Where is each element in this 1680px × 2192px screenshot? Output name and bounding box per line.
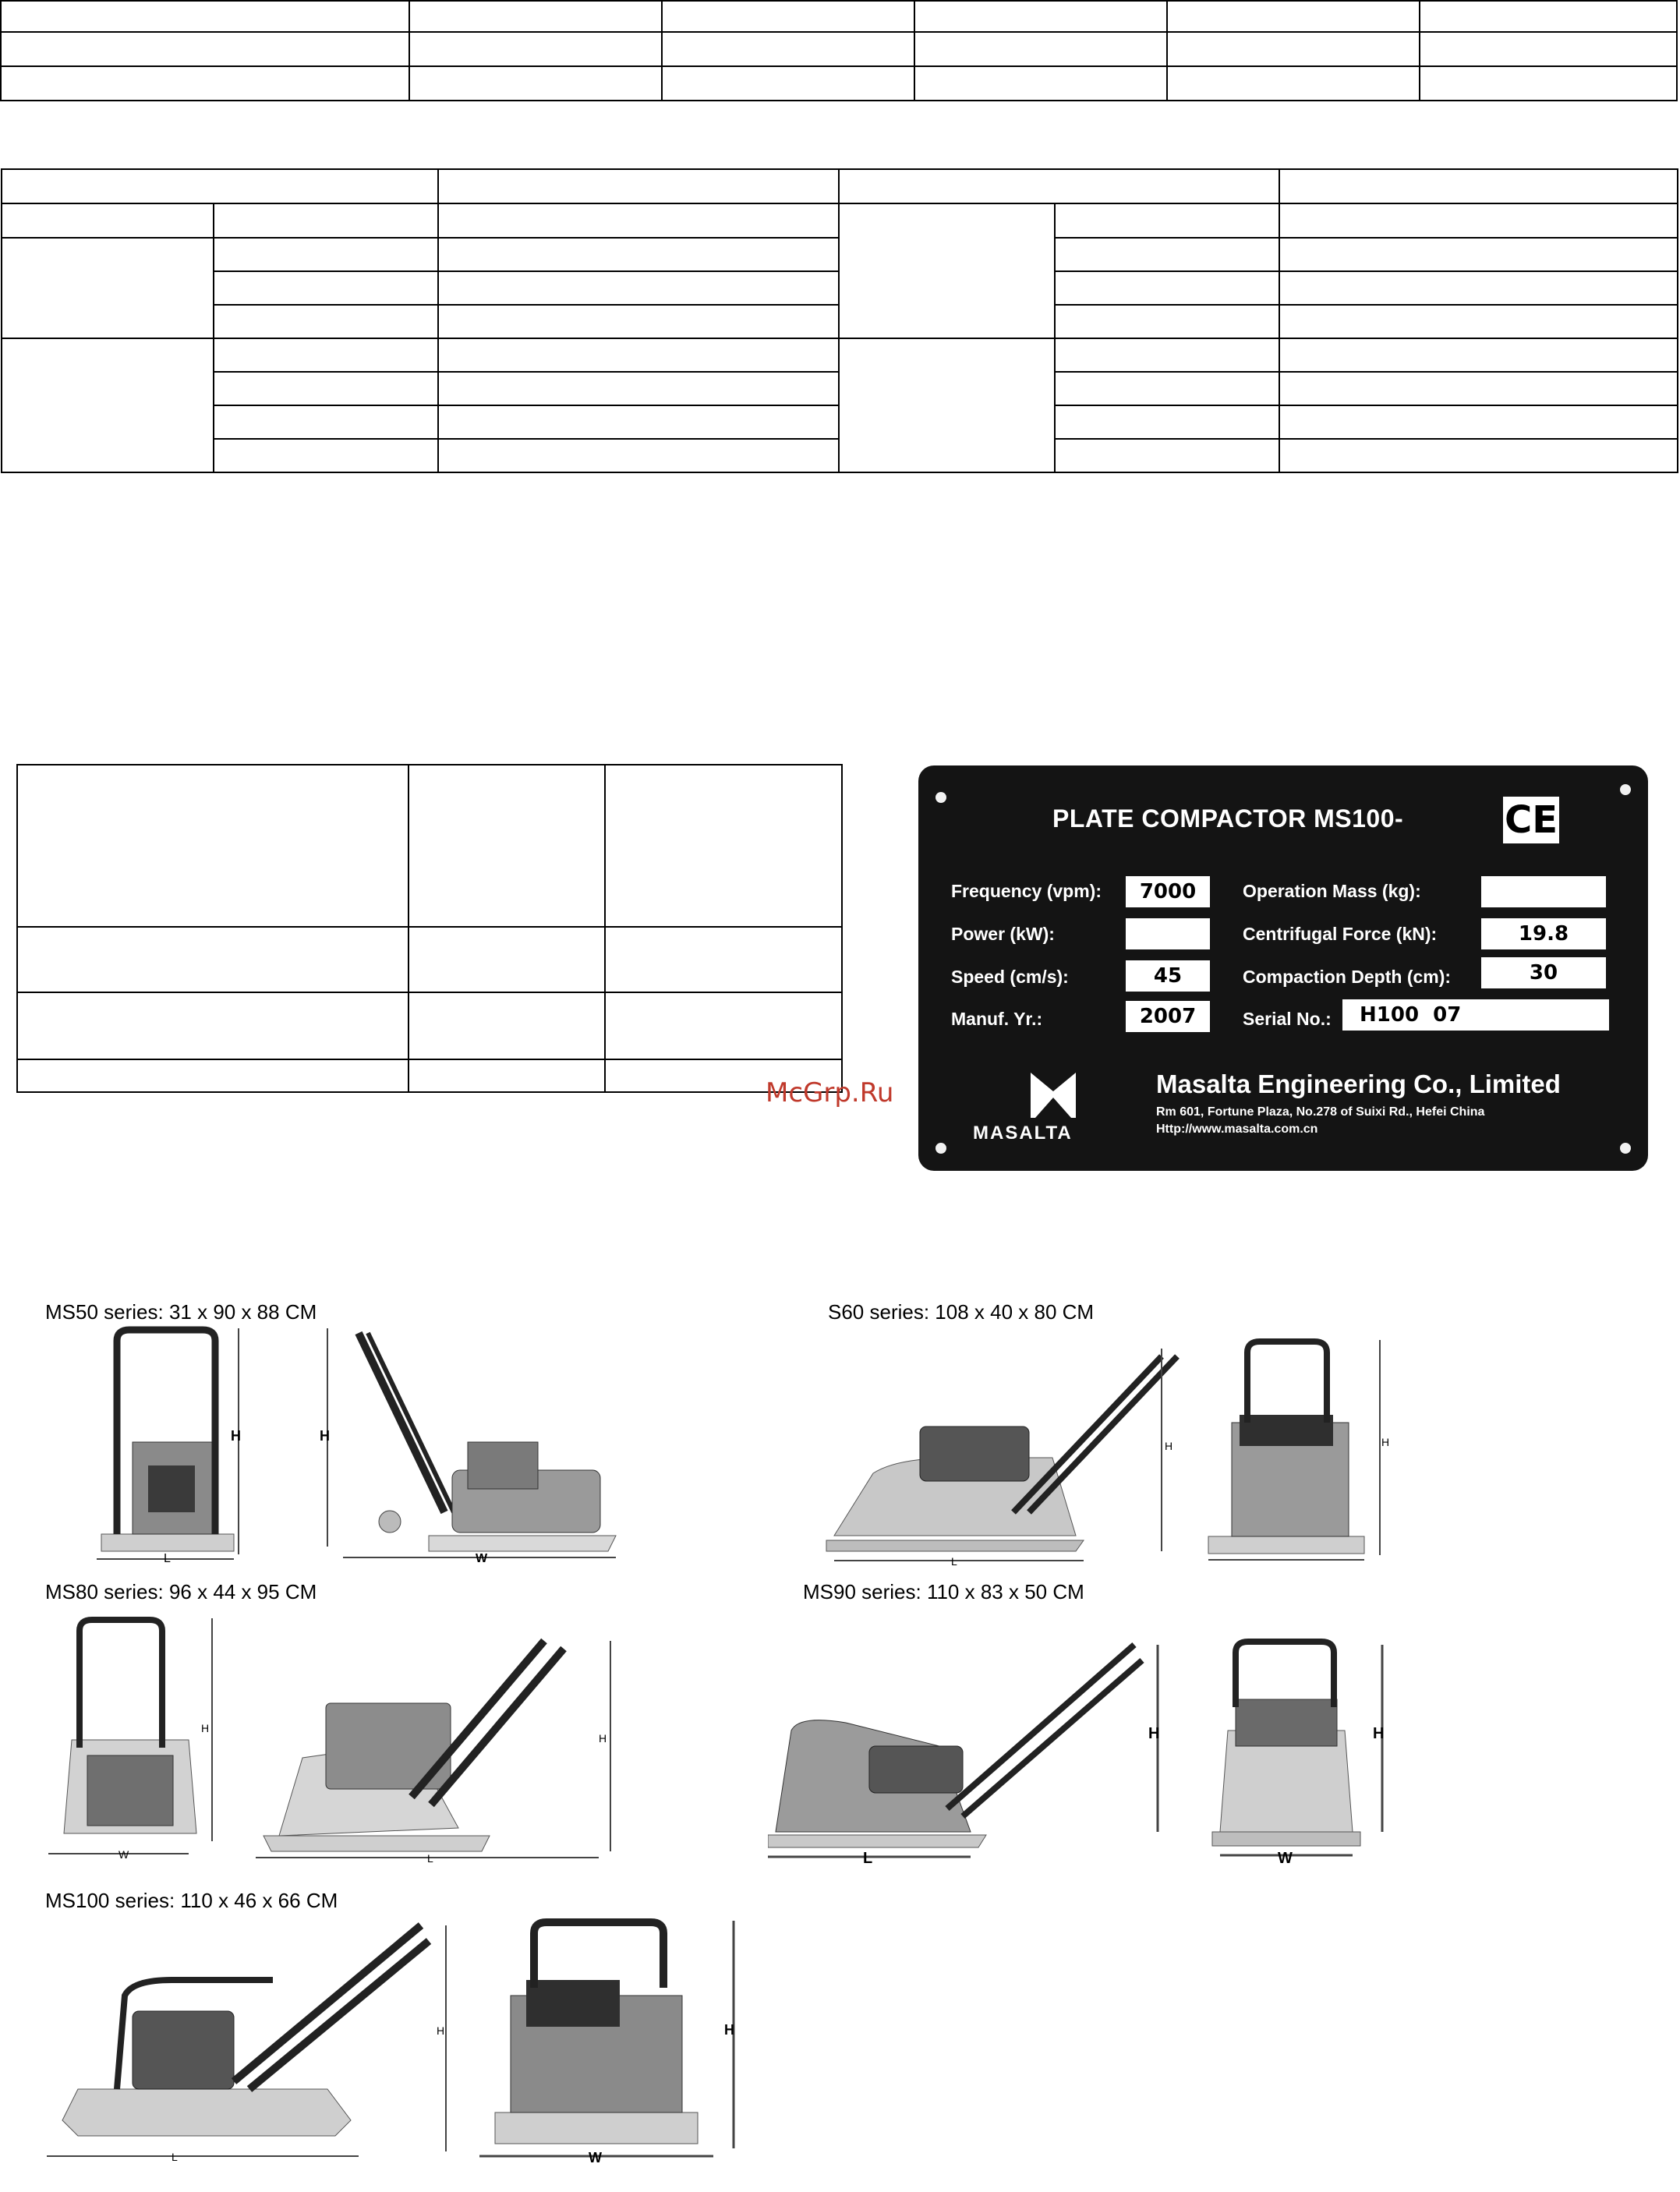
dim-h-label: H <box>1381 1436 1390 1448</box>
ms80-side-image <box>256 1625 630 1867</box>
nameplate <box>918 765 1648 1171</box>
brand-name: MASALTA <box>973 1123 1073 1144</box>
rivet-icon <box>1620 784 1631 795</box>
dim-l-label: L <box>172 2151 178 2163</box>
ms90-side-image <box>768 1637 1173 1871</box>
power-label: Power (kW): <box>951 924 1055 944</box>
dim-h-label: H <box>201 1722 210 1734</box>
dim-h-label: H <box>724 2022 734 2038</box>
table-row <box>1 66 1677 101</box>
table-row <box>1 1 1677 32</box>
dim-w-label: W <box>118 1848 129 1861</box>
table-row <box>17 992 842 1059</box>
mass-value <box>1481 876 1606 907</box>
ms60-side-image <box>819 1341 1193 1567</box>
table-row <box>2 169 1678 203</box>
dim-l-label: L <box>427 1852 433 1865</box>
rivet-icon <box>1620 1143 1631 1154</box>
dim-w-label: W <box>1278 1850 1293 1867</box>
dim-w-label: W <box>589 2150 602 2165</box>
serial-label: Serial No.: <box>1243 1009 1332 1029</box>
speed-value: 45 <box>1126 960 1210 992</box>
frequency-value: 7000 <box>1126 876 1210 907</box>
ms80-front-image <box>48 1615 228 1865</box>
speed-label: Speed (cm/s): <box>951 967 1069 987</box>
caption-ms90: MS90 series: 110 x 83 x 50 CM <box>803 1580 1084 1603</box>
dim-h-label: H <box>437 2024 445 2037</box>
force-label: Centrifugal Force (kN): <box>1243 924 1438 944</box>
dim-h-label: H <box>599 1732 607 1745</box>
serial-value: H100 07 <box>1342 999 1609 1031</box>
dim-l-label: L <box>164 1552 171 1565</box>
table-row <box>2 338 1678 372</box>
nameplate-title: PLATE COMPACTOR MS100- <box>1052 804 1404 833</box>
dim-l-label: L <box>951 1555 957 1567</box>
table-row <box>2 203 1678 238</box>
caption-ms80: MS80 series: 96 x 44 x 95 CM <box>45 1580 317 1603</box>
dim-h-label: H <box>231 1428 241 1444</box>
depth-label: Compaction Depth (cm): <box>1243 967 1452 987</box>
manuf-year-label: Manuf. Yr.: <box>951 1009 1043 1029</box>
force-value: 19.8 <box>1481 918 1606 949</box>
table-row <box>1 32 1677 66</box>
table-row <box>17 765 842 927</box>
rivet-icon <box>935 1143 946 1154</box>
ms100-front-image <box>479 1918 745 2167</box>
caption-ms50: MS50 series: 31 x 90 x 88 CM <box>45 1300 317 1324</box>
dim-l-label: L <box>863 1850 873 1867</box>
ms100-side-image <box>47 1918 468 2167</box>
table-row <box>17 1059 842 1092</box>
depth-value: 30 <box>1481 957 1606 988</box>
company-website: Http://www.masalta.com.cn <box>1156 1123 1318 1136</box>
dim-h-label: H <box>1148 1725 1160 1742</box>
caption-ms100: MS100 series: 110 x 46 x 66 CM <box>45 1889 338 1912</box>
frequency-label: Frequency (vpm): <box>951 881 1102 901</box>
dim-h-label: H <box>1165 1440 1173 1452</box>
table-row <box>17 927 842 992</box>
ms90-front-image <box>1204 1637 1399 1871</box>
dim-h-label: H <box>320 1428 330 1444</box>
dim-h-label: H <box>1373 1725 1385 1742</box>
ms50-front-image <box>86 1325 265 1567</box>
mass-label: Operation Mass (kg): <box>1243 881 1421 901</box>
table-spec <box>1 168 1678 473</box>
dim-w-label: W <box>476 1552 488 1565</box>
power-value <box>1126 918 1210 949</box>
ms50-side-image <box>312 1325 639 1567</box>
ms60-front-image <box>1201 1337 1395 1563</box>
watermark: McGrp.Ru <box>766 1077 894 1108</box>
rivet-icon <box>935 792 946 803</box>
ce-mark-icon: CE <box>1504 798 1558 842</box>
masalta-logo-icon <box>1029 1071 1077 1119</box>
company-address: Rm 601, Fortune Plaza, No.278 of Suixi Rd., Hefei China <box>1156 1105 1485 1119</box>
table-small <box>16 764 843 1093</box>
caption-ms60: S60 series: 108 x 40 x 80 CM <box>828 1300 1095 1324</box>
table-top <box>0 0 1678 101</box>
manuf-year-value: 2007 <box>1126 1001 1210 1032</box>
company-name: Masalta Engineering Co., Limited <box>1156 1069 1561 1098</box>
